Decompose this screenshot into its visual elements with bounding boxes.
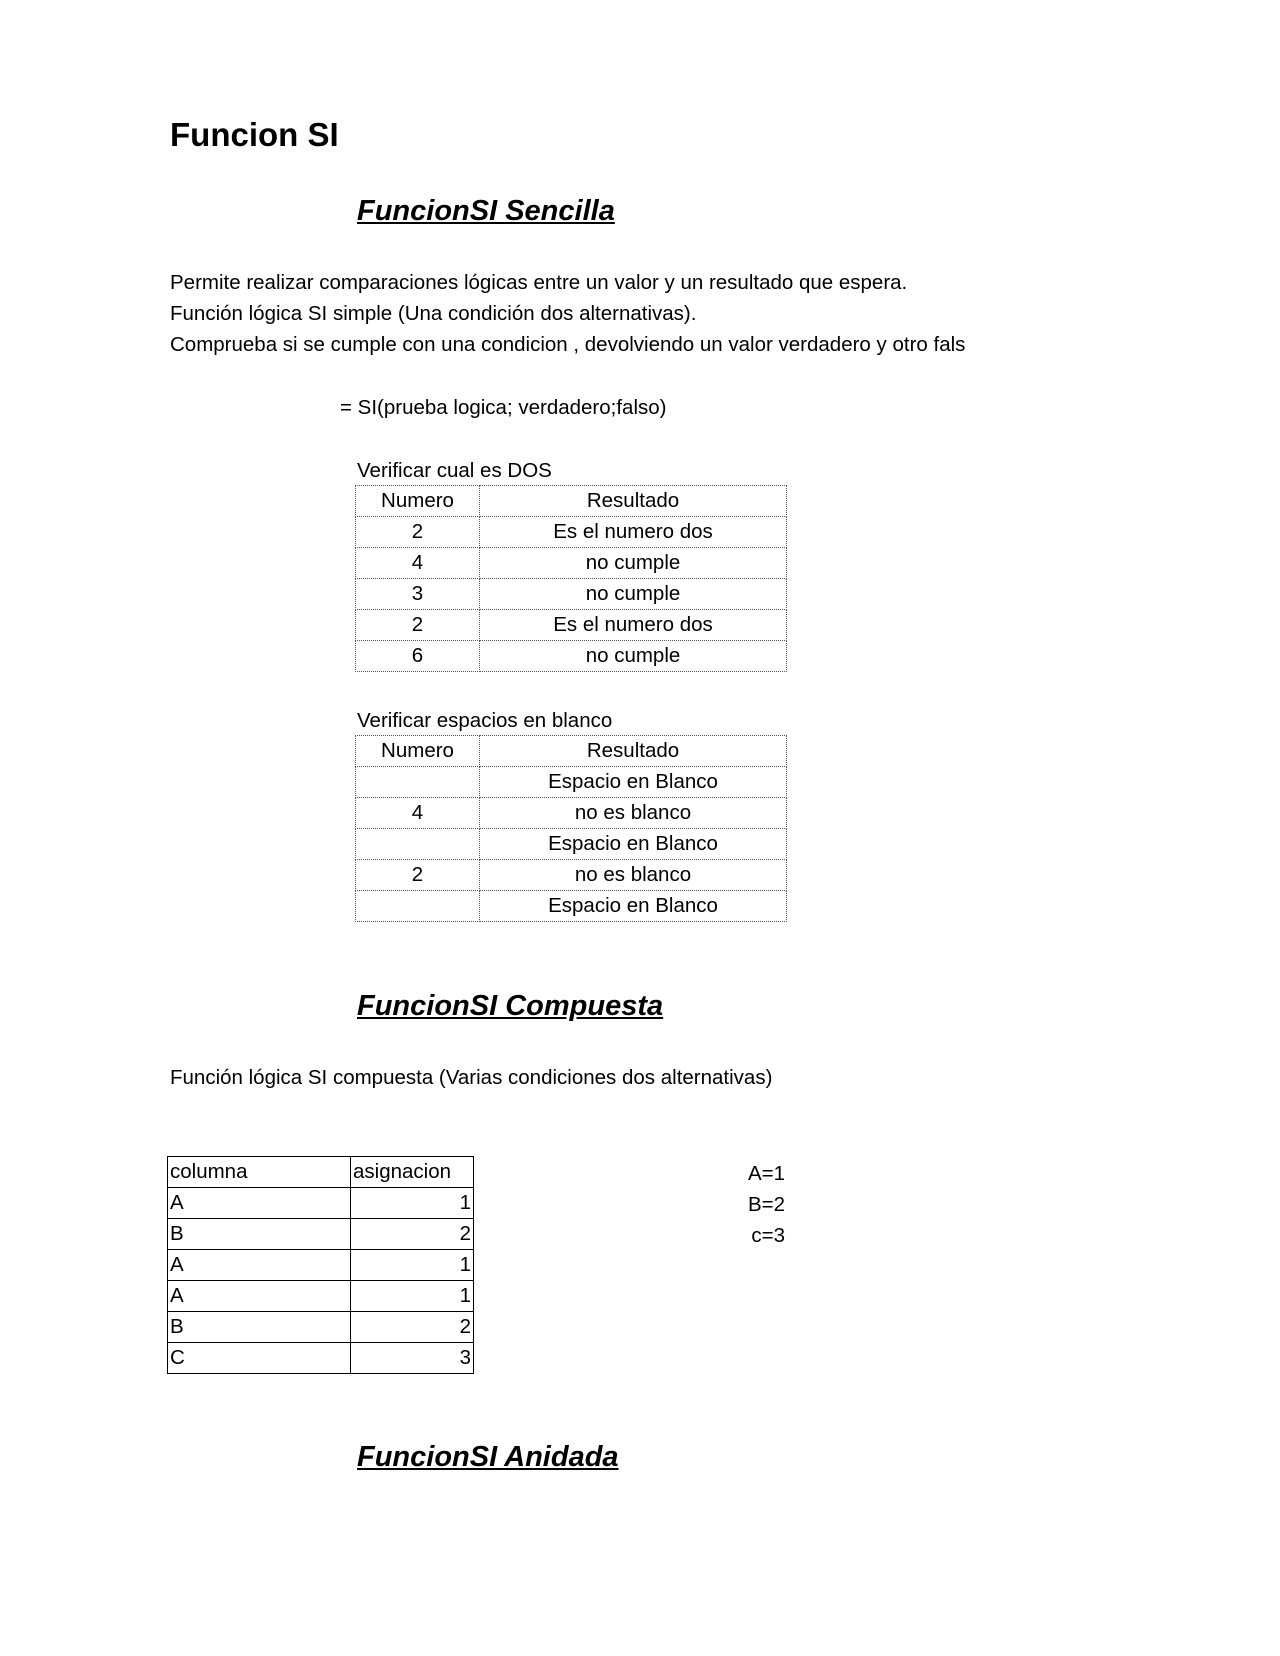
cell-numero: 4 <box>356 548 480 579</box>
cell-resultado: Espacio en Blanco <box>480 767 787 798</box>
table-row <box>356 610 787 641</box>
description-line: Comprueba si se cumple con una condicion , devolviendo un valor verdadero y otro fals <box>170 333 966 356</box>
cell-asignacion: 1 <box>351 1188 474 1219</box>
header-cell: Resultado <box>480 486 787 517</box>
table-row <box>356 767 787 798</box>
table-row <box>356 798 787 829</box>
cell-asignacion: 3 <box>351 1343 474 1374</box>
table-espacios-blanco <box>355 735 787 922</box>
cell-columna: A <box>168 1250 351 1281</box>
heading-sencilla: FuncionSI Sencilla <box>357 195 615 227</box>
table-asignacion <box>167 1156 474 1374</box>
table-row <box>168 1188 474 1219</box>
cell-resultado: no cumple <box>480 641 787 672</box>
header-cell: asignacion <box>351 1157 474 1188</box>
table-row <box>356 548 787 579</box>
cell-columna: B <box>168 1219 351 1250</box>
table1-caption: Verificar cual es DOS <box>357 459 552 482</box>
cell-numero: 2 <box>356 860 480 891</box>
cell-asignacion: 2 <box>351 1219 474 1250</box>
table-verificar-dos <box>355 485 787 672</box>
cell-resultado: no es blanco <box>480 798 787 829</box>
header-cell: Resultado <box>480 736 787 767</box>
cell-asignacion: 2 <box>351 1312 474 1343</box>
legend-item: A=1 <box>747 1162 785 1185</box>
cell-asignacion: 1 <box>351 1281 474 1312</box>
sencilla-description <box>170 267 980 360</box>
description-line: Permite realizar comparaciones lógicas entre un valor y un resultado que espera. <box>170 271 908 294</box>
cell-columna: A <box>168 1281 351 1312</box>
table-row <box>356 579 787 610</box>
cell-columna: B <box>168 1312 351 1343</box>
heading-anidada: FuncionSI Anidada <box>357 1441 619 1473</box>
legend <box>700 1158 785 1251</box>
table-row <box>356 860 787 891</box>
cell-resultado: Espacio en Blanco <box>480 891 787 922</box>
table-row <box>168 1250 474 1281</box>
table-row <box>168 1219 474 1250</box>
cell-numero: 2 <box>356 517 480 548</box>
cell-resultado: no cumple <box>480 579 787 610</box>
table-row <box>168 1312 474 1343</box>
cell-asignacion: 1 <box>351 1250 474 1281</box>
cell-columna: A <box>168 1188 351 1219</box>
cell-numero <box>356 767 480 798</box>
table-header-row <box>168 1157 474 1188</box>
cell-numero: 4 <box>356 798 480 829</box>
header-cell: columna <box>168 1157 351 1188</box>
table-row <box>356 891 787 922</box>
table-row <box>168 1343 474 1374</box>
table-header-row <box>356 736 787 767</box>
header-cell: Numero <box>356 736 480 767</box>
table-row <box>356 829 787 860</box>
cell-columna: C <box>168 1343 351 1374</box>
table-row <box>356 641 787 672</box>
table-row <box>168 1281 474 1312</box>
page-title: Funcion SI <box>170 116 339 153</box>
heading-compuesta: FuncionSI Compuesta <box>357 990 664 1022</box>
legend-item: c=3 <box>751 1224 785 1247</box>
cell-numero: 2 <box>356 610 480 641</box>
cell-resultado: Espacio en Blanco <box>480 829 787 860</box>
header-cell: Numero <box>356 486 480 517</box>
cell-resultado: Es el numero dos <box>480 610 787 641</box>
compuesta-description: Función lógica SI compuesta (Varias condiciones dos alternativas) <box>170 1066 773 1089</box>
cell-numero <box>356 829 480 860</box>
cell-numero <box>356 891 480 922</box>
table-row <box>356 517 787 548</box>
cell-resultado: no es blanco <box>480 860 787 891</box>
description-line: Función lógica SI simple (Una condición dos alternativas). <box>170 302 697 325</box>
table2-caption: Verificar espacios en blanco <box>357 709 613 732</box>
cell-resultado: Es el numero dos <box>480 517 787 548</box>
cell-resultado: no cumple <box>480 548 787 579</box>
cell-numero: 6 <box>356 641 480 672</box>
table-header-row <box>356 486 787 517</box>
formula-syntax: = SI(prueba logica; verdadero;falso) <box>340 396 667 419</box>
cell-numero: 3 <box>356 579 480 610</box>
legend-item: B=2 <box>747 1193 785 1216</box>
